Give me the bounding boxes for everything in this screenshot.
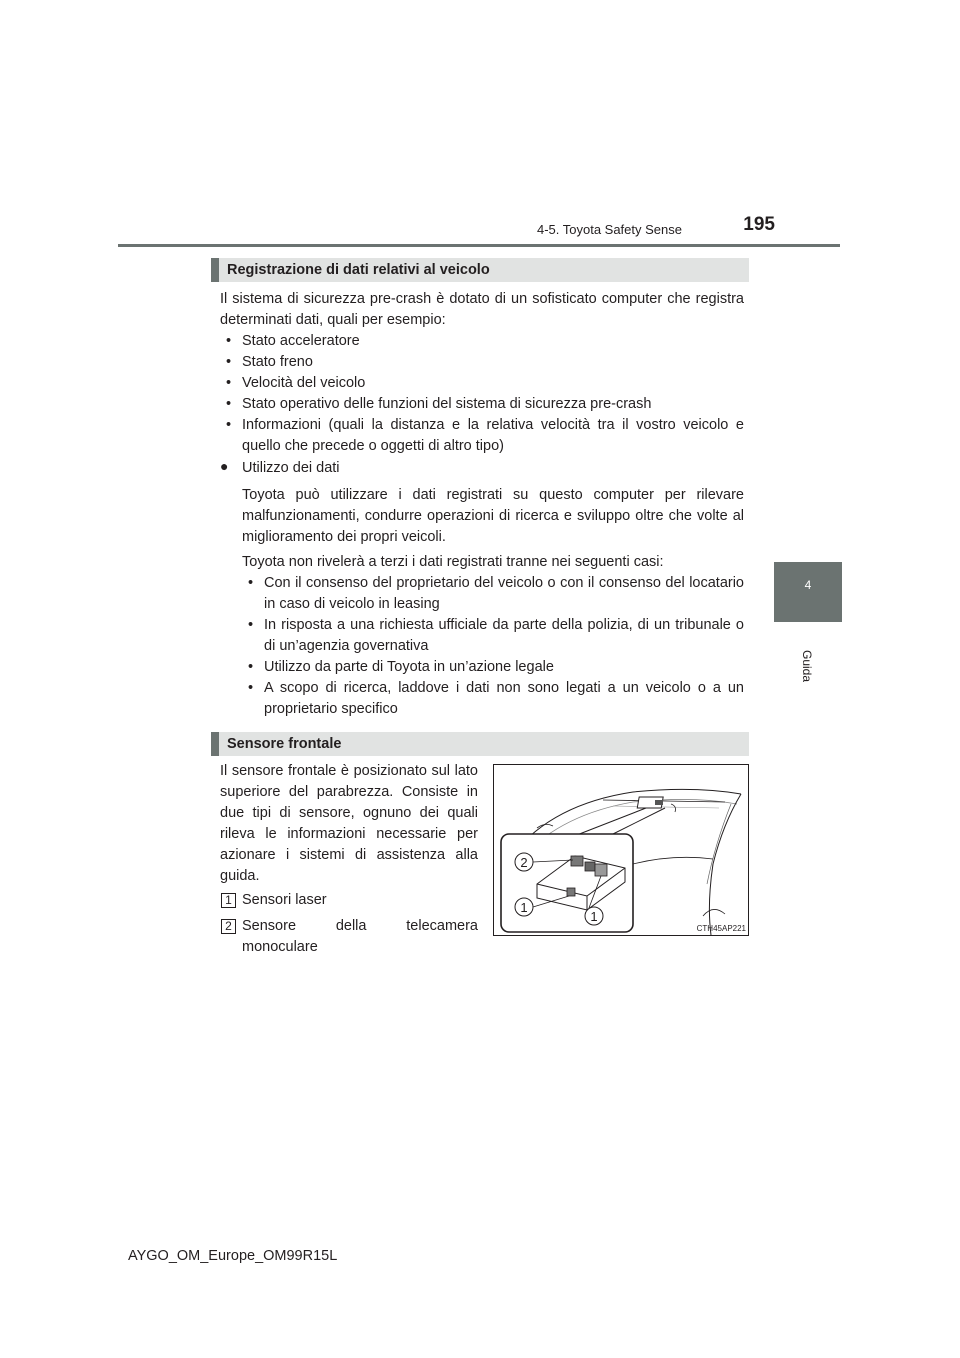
list-item-text: Stato acceleratore — [242, 333, 360, 349]
section-heading-front-sensor — [211, 732, 749, 756]
intro-paragraph: Il sistema di sicurezza pre-crash è dotato di un sofisticato computer che registra determinati dati, quali per esempio: — [220, 291, 744, 328]
bullet-dot: • — [226, 354, 232, 370]
chapter-label: Guida — [800, 650, 814, 683]
bullet-dot: • — [226, 417, 232, 433]
bullet-dot: • — [226, 375, 232, 391]
bullet-dot: • — [248, 680, 254, 696]
section-heading-data-recording — [211, 258, 749, 282]
list-item — [248, 615, 744, 657]
bullet-dot: • — [226, 333, 232, 349]
list-item-text: Informazioni (quali la distanza e la relativa velocità tra il vostro veicolo e quello che precede o oggetti di altro tipo) — [242, 417, 744, 454]
running-header-section: 4-5. Toyota Safety Sense — [536, 222, 682, 237]
list-item-text: Con il consenso del proprietario del veicolo o con il consenso del locatario in caso di veicolo in leasing — [264, 575, 744, 612]
figure-code: CTH45AP221 — [696, 924, 746, 933]
usage-paragraph: Toyota può utilizzare i dati registrati su questo computer per rilevare malfunzionamenti, condurre operazioni di ricerca e sviluppo oltre che volte al miglioramento dei propri veicoli. — [242, 487, 744, 545]
list-item-text: Stato operativo delle funzioni del sistema di sicurezza pre-crash — [242, 396, 652, 412]
chapter-tab — [774, 562, 842, 622]
bullet-dot: • — [226, 396, 232, 412]
list-item — [226, 331, 744, 352]
bullet-dot: • — [248, 575, 254, 591]
item-label: Sensore della telecamera monoculare — [242, 918, 478, 955]
item-label: Sensori laser — [242, 892, 327, 908]
list-item — [248, 678, 744, 720]
figure-callout: 1 — [590, 909, 598, 924]
list-item — [248, 657, 744, 678]
front-sensor-paragraph: Il sensore frontale è posizionato sul lato superiore del parabrezza. Consiste in due tipi di sensore, ognuno dei quali rileva le informazioni necessarie per azionare i sistemi di assistenza alla guida. — [220, 763, 478, 884]
chapter-label-wrapper — [786, 650, 826, 683]
item-number-badge: 2 — [221, 919, 236, 934]
list-item — [226, 373, 744, 394]
list-item — [226, 352, 744, 373]
section-heading-text: Registrazione di dati relativi al veicolo — [227, 262, 490, 278]
item-number-badge: 1 — [221, 893, 236, 908]
subsection-title: Utilizzo dei dati — [242, 460, 340, 476]
figure-callout: 2 — [520, 855, 528, 870]
disclosure-paragraph: Toyota non rivelerà a terzi i dati registrati tranne nei seguenti casi: — [242, 554, 664, 570]
bullet-dot: • — [248, 617, 254, 633]
bullet-dot: • — [248, 659, 254, 675]
chapter-number: 4 — [804, 578, 812, 592]
list-item-text: Utilizzo da parte di Toyota in un’azione legale — [264, 659, 554, 675]
document-id-footer: AYGO_OM_Europe_OM99R15L — [128, 1248, 338, 1264]
list-item-text: A scopo di ricerca, laddove i dati non sono legati a un veicolo o a un proprietario specifico — [264, 680, 744, 717]
header-rule — [118, 244, 840, 247]
list-item-text: Stato freno — [242, 354, 313, 370]
list-item — [226, 394, 744, 415]
list-item-text: Velocità del veicolo — [242, 375, 366, 391]
filled-circle-bullet-icon: ● — [220, 458, 229, 474]
windshield-sensor-illustration — [493, 764, 749, 936]
list-item — [248, 573, 744, 615]
page-number: 195 — [743, 214, 775, 235]
section-heading-text: Sensore frontale — [227, 736, 342, 752]
list-item — [226, 415, 744, 457]
list-item-text: In risposta a una richiesta ufficiale da parte della polizia, di un tribunale o di un’agenzia governativa — [264, 617, 744, 654]
figure-callout: 1 — [520, 900, 528, 915]
